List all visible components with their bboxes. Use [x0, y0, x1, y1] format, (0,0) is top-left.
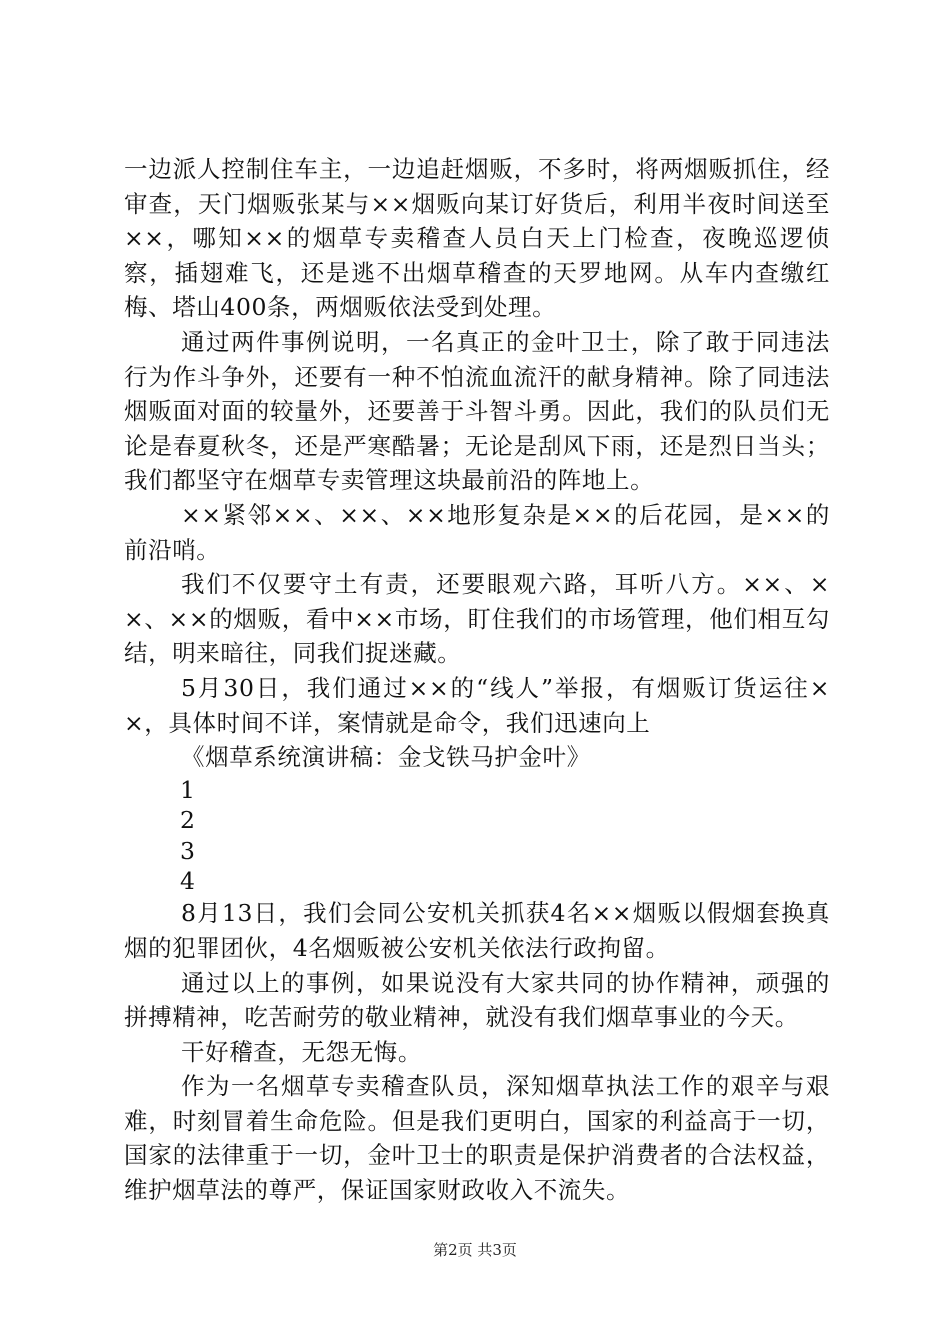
document-body [124, 152, 830, 1208]
paragraph: ××紧邻××、××、××地形复杂是××的后花园，是××的前沿哨。 [124, 500, 830, 564]
list-number: 3 [180, 836, 195, 865]
paragraph: 我们不仅要守土有责，还要眼观六路，耳听八方。××、××、××的烟贩，看中××市场，盯住我们的市场管理，他们相互勾结，明来暗往，同我们捉迷藏。 [124, 570, 830, 668]
document-title-line: 《烟草系统演讲稿：金戈铁马护金叶》 [181, 743, 591, 772]
list-number: 2 [180, 806, 195, 835]
paragraph: 8月13日，我们会同公安机关抓获4名××烟贩以假烟套换真烟的犯罪团伙，4名烟贩被公安机关依法行政拘留。 [124, 899, 830, 962]
paragraph: 干好稽查，无怨无悔。 [181, 1037, 422, 1066]
list-number: 1 [180, 775, 195, 804]
list-number: 4 [180, 866, 195, 895]
paragraph: 作为一名烟草专卖稽查队员，深知烟草执法工作的艰辛与艰难，时刻冒着生命危险。但是我们更明白，国家的利益高于一切，国家的法律重于一切，金叶卫士的职责是保护消费者的合法权益，维护烟草法的尊严，保证国家财政收入不流失。 [124, 1072, 830, 1205]
page-footer: 第2页 共3页 [433, 1241, 517, 1259]
paragraph: 通过以上的事例，如果说没有大家共同的协作精神，顽强的拼搏精神，吃苦耐劳的敬业精神，就没有我们烟草事业的今天。 [124, 968, 830, 1032]
paragraph: 通过两件事例说明，一名真正的金叶卫士，除了敢于同违法行为作斗争外，还要有一种不怕流血流汗的献身精神。除了同违法烟贩面对面的较量外，还要善于斗智斗勇。因此，我们的队员们无论是春夏秋冬，还是严寒酷暑；无论是刮风下雨，还是烈日当头；我们都坚守在烟草专卖管理这块最前沿的阵地上。 [124, 327, 830, 495]
paragraph: 5月30日，我们通过××的“线人”举报，有烟贩订货运往××，具体时间不详，案情就是命令，我们迅速向上 [124, 673, 830, 737]
paragraph: 一边派人控制住车主，一边追赶烟贩，不多时，将两烟贩抓住，经审查，天门烟贩张某与××烟贩向某订好货后，利用半夜时间送至××，哪知××的烟草专卖稽查人员白天上门检查，夜晚巡逻侦察，插翅难飞，还是逃不出烟草稽查的天罗地网。从车内查缴红梅、塔山400条，两烟贩依法受到处理。 [124, 155, 830, 322]
